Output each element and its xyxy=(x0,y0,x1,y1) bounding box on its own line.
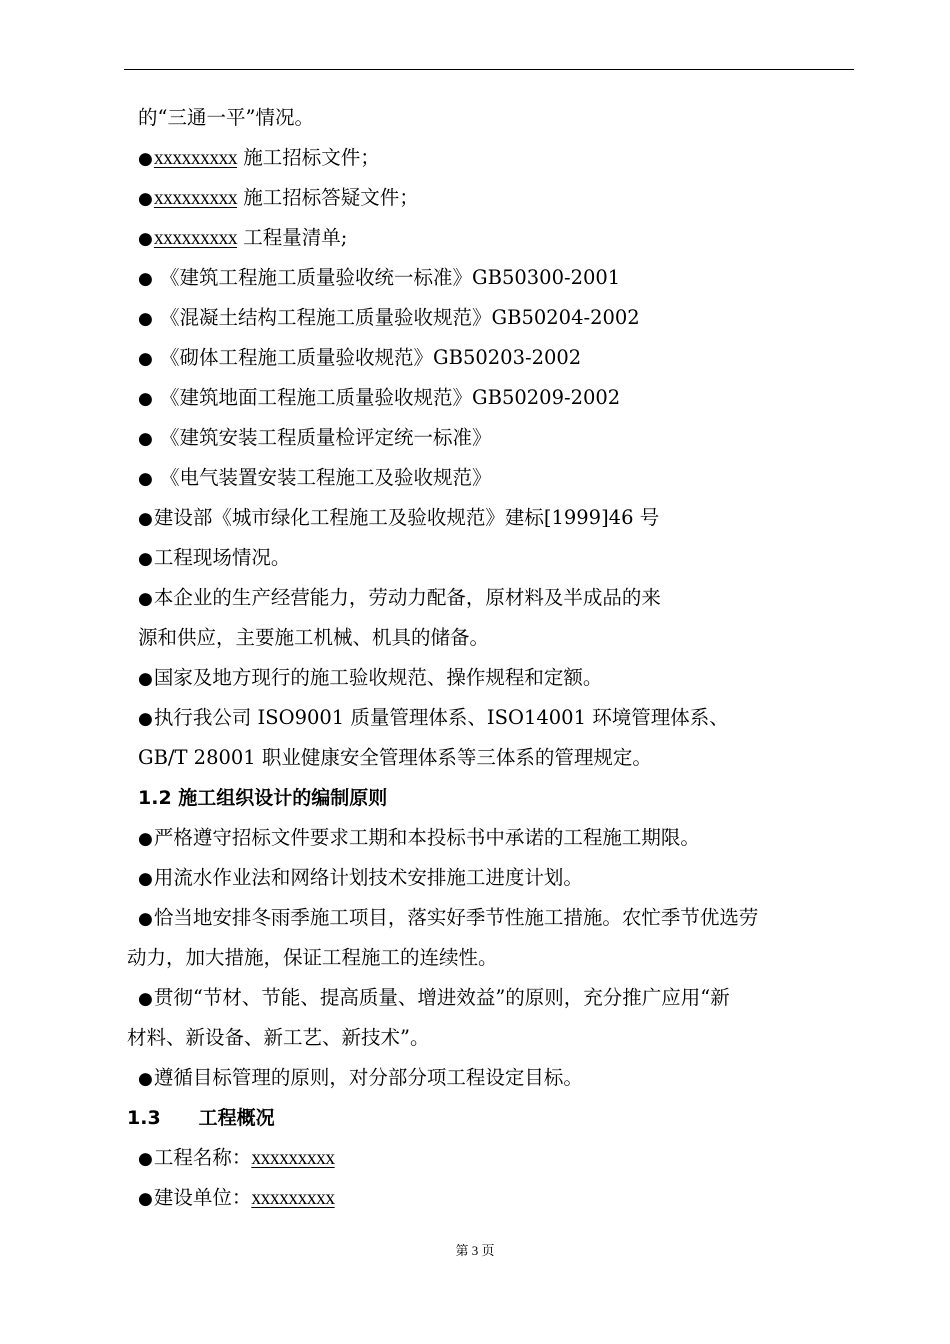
bullet-icon: ● xyxy=(138,829,153,849)
bullet-icon: ● xyxy=(138,349,153,369)
overview-item: ●建设单位：xxxxxxxxx xyxy=(138,1186,335,1209)
principle-item: ●严格遵守招标文件要求工期和本投标书中承诺的工程施工期限。 xyxy=(138,826,700,849)
bullet-icon: ● xyxy=(138,1069,153,1089)
section-heading: 1.3 工程概况 xyxy=(127,1107,275,1129)
bullet-icon: ● xyxy=(138,269,153,289)
bullet-icon: ● xyxy=(138,989,153,1009)
bullet-icon: ● xyxy=(138,1189,153,1209)
bullet-icon: ● xyxy=(138,589,153,609)
reference-item: ● 《混凝土结构工程施工质量验收规范》GB50204-2002 xyxy=(138,306,640,329)
text-line: 材料、新设备、新工艺、新技术”。 xyxy=(127,1026,430,1049)
bullet-icon: ● xyxy=(138,869,153,889)
section-heading: 1.2 施工组织设计的编制原则 xyxy=(138,787,388,809)
text-line: GB/T 28001 职业健康安全管理体系等三体系的管理规定。 xyxy=(138,746,652,769)
placeholder-ref: xxxxxxxxx xyxy=(153,188,238,209)
placeholder-ref: xxxxxxxxx xyxy=(251,1148,335,1169)
bullet-icon: ● xyxy=(138,469,153,489)
placeholder-ref: xxxxxxxxx xyxy=(251,1188,335,1209)
overview-item: ●工程名称：xxxxxxxxx xyxy=(138,1146,335,1169)
text-line: 的“三通一平”情况。 xyxy=(138,106,314,129)
bullet-icon: ● xyxy=(138,429,153,449)
bullet-icon: ● xyxy=(138,309,153,329)
reference-item: ●建设部《城市绿化工程施工及验收规范》建标[1999]46 号 xyxy=(138,506,660,529)
reference-item: ●国家及地方现行的施工验收规范、操作规程和定额。 xyxy=(138,666,603,689)
reference-item: ●执行我公司 ISO9001 质量管理体系、ISO14001 环境管理体系、 xyxy=(138,706,729,729)
reference-item: ●xxxxxxxxx 施工招标文件； xyxy=(138,146,380,169)
reference-item: ● 《建筑工程施工质量验收统一标准》GB50300-2001 xyxy=(138,266,621,289)
text-line: 源和供应，主要施工机械、机具的储备。 xyxy=(138,626,490,649)
bullet-icon: ● xyxy=(138,709,153,729)
reference-item: ●本企业的生产经营能力，劳动力配备，原材料及半成品的来 xyxy=(138,586,661,609)
principle-item: ●用流水作业法和网络计划技术安排施工进度计划。 xyxy=(138,866,583,889)
bullet-icon: ● xyxy=(138,669,153,689)
principle-item: ●恰当地安排冬雨季施工项目，落实好季节性施工措施。农忙季节优选劳 xyxy=(138,906,759,929)
text-line: 动力，加大措施，保证工程施工的连续性。 xyxy=(127,946,498,969)
bullet-icon: ● xyxy=(138,189,153,209)
principle-item: ●遵循目标管理的原则，对分部分项工程设定目标。 xyxy=(138,1066,583,1089)
principle-item: ●贯彻“节材、节能、提高质量、增进效益”的原则，充分推广应用“新 xyxy=(138,986,730,1009)
bullet-icon: ● xyxy=(138,149,153,169)
bullet-icon: ● xyxy=(138,509,153,529)
header-rule xyxy=(124,69,854,70)
reference-item: ●xxxxxxxxx 工程量清单; xyxy=(138,226,348,249)
bullet-icon: ● xyxy=(138,389,153,409)
bullet-icon: ● xyxy=(138,229,153,249)
reference-item: ● 《电气装置安装工程施工及验收规范》 xyxy=(138,466,492,489)
page-number: 第 3 页 xyxy=(455,1243,495,1258)
placeholder-ref: xxxxxxxxx xyxy=(153,228,238,249)
bullet-icon: ● xyxy=(138,1149,153,1169)
reference-item: ●xxxxxxxxx 施工招标答疑文件； xyxy=(138,186,419,209)
reference-item: ● 《建筑安装工程质量检评定统一标准》 xyxy=(138,426,492,449)
placeholder-ref: xxxxxxxxx xyxy=(153,148,238,169)
reference-item: ● 《砌体工程施工质量验收规范》GB50203-2002 xyxy=(138,346,582,369)
reference-item: ●工程现场情况。 xyxy=(138,546,291,569)
bullet-icon: ● xyxy=(138,549,153,569)
reference-item: ● 《建筑地面工程施工质量验收规范》GB50209-2002 xyxy=(138,386,621,409)
bullet-icon: ● xyxy=(138,909,153,929)
